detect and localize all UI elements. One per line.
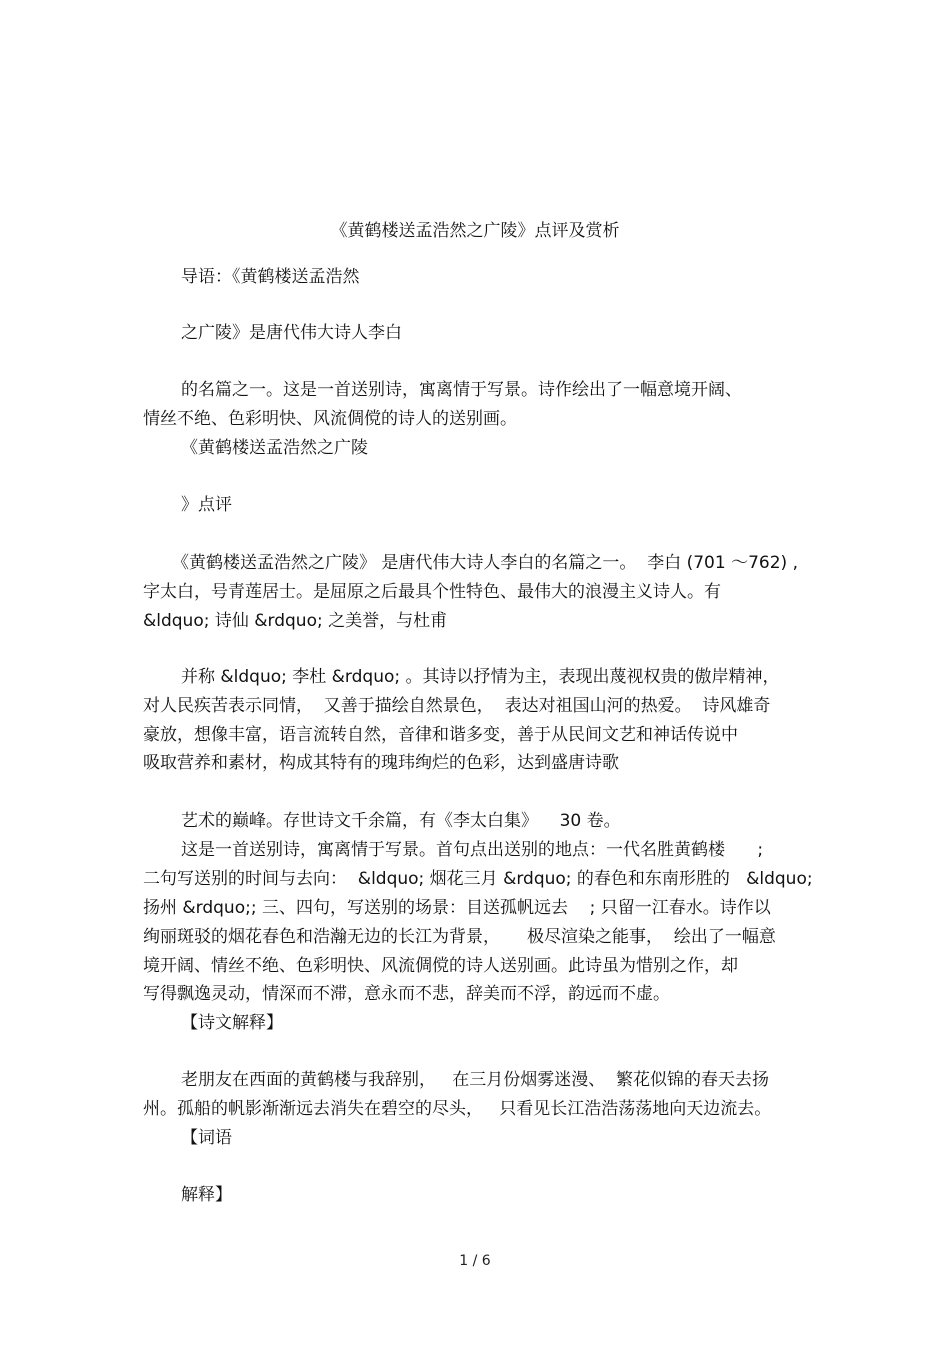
intro-line-1: 导语：《黄鹤楼送孟浩然 — [181, 267, 360, 287]
translation-line-1: 老朋友在西面的黄鹤楼与我辞别， 在三月份烟雾迷漫、 繁花似锦的春天去扬 — [181, 1070, 770, 1090]
body-line-4: 并称 &ldquo; 李杜 &rdquo; 。其诗以抒情为主，表现出蔑视权贵的傲岸精神， — [181, 667, 780, 687]
document-title: 《黄鹤楼送孟浩然之广陵》点评及赏析 — [330, 221, 620, 241]
body-line-1: 《黄鹤楼送孟浩然之广陵》 是唐代伟大诗人李白的名篇之一。 李白 (701 ～762) , — [172, 553, 798, 573]
body-line-12: 绚丽斑驳的烟花春色和浩瀚无边的长江为背景， 极尽渲染之能事， 绘出了一幅意 — [143, 927, 776, 947]
body-line-2: 字太白，号青莲居士。是屈原之后最具个性特色、最伟大的浪漫主义诗人。有 — [143, 582, 721, 602]
body-line-6: 豪放，想像丰富，语言流转自然，音律和谐多变，善于从民间文艺和神话传说中 — [143, 725, 738, 745]
body-line-5: 对人民疾苦表示同情， 又善于描绘自然景色， 表达对祖国山河的热爱。 诗风雄奇 — [143, 696, 771, 716]
intro-line-3: 的名篇之一。这是一首送别诗，寓离情于写景。诗作绘出了一幅意境开阔、 — [181, 380, 742, 400]
heading-line-1: 《黄鹤楼送孟浩然之广陵 — [181, 438, 368, 458]
body-line-3: &ldquo; 诗仙 &rdquo; 之美誉，与杜甫 — [143, 611, 448, 631]
intro-line-4: 情丝不绝、色彩明快、风流倜傥的诗人的送别画。 — [143, 409, 517, 429]
body-line-13: 境开阔、情丝不绝、色彩明快、风流倜傥的诗人送别画。此诗虽为惜别之作，却 — [143, 956, 738, 976]
body-line-7: 吸取营养和素材，构成其特有的瑰玮绚烂的色彩，达到盛唐诗歌 — [143, 753, 619, 773]
translation-line-2: 州。孤船的帆影渐渐远去消失在碧空的尽头， 只看见长江浩浩荡荡地向天边流去。 — [143, 1099, 772, 1119]
intro-line-2: 之广陵》是唐代伟大诗人李白 — [181, 323, 402, 343]
section-heading-vocab-2: 解释】 — [181, 1185, 232, 1205]
body-line-11: 扬州 &rdquo;; 三、四句，写送别的场景：目送孤帆远去 ; 只留一江春水。诗作以 — [143, 898, 771, 918]
page-number: 1 / 6 — [459, 1253, 491, 1269]
body-line-8: 艺术的巅峰。存世诗文千余篇，有《李太白集》 30 卷。 — [181, 811, 621, 831]
heading-line-2: 》点评 — [181, 495, 232, 515]
body-line-9: 这是一首送别诗，寓离情于写景。首句点出送别的地点：一代名胜黄鹤楼 ; — [181, 840, 764, 860]
body-line-10: 二句写送别的时间与去向： &ldquo; 烟花三月 &rdquo; 的春色和东南形胜的 &ldquo; — [143, 869, 813, 889]
section-heading-translation: 【诗文解释】 — [181, 1013, 283, 1033]
section-heading-vocab-1: 【词语 — [181, 1128, 232, 1148]
body-line-14: 写得飘逸灵动，情深而不滞，意永而不悲，辞美而不浮，韵远而不虚。 — [143, 984, 670, 1004]
